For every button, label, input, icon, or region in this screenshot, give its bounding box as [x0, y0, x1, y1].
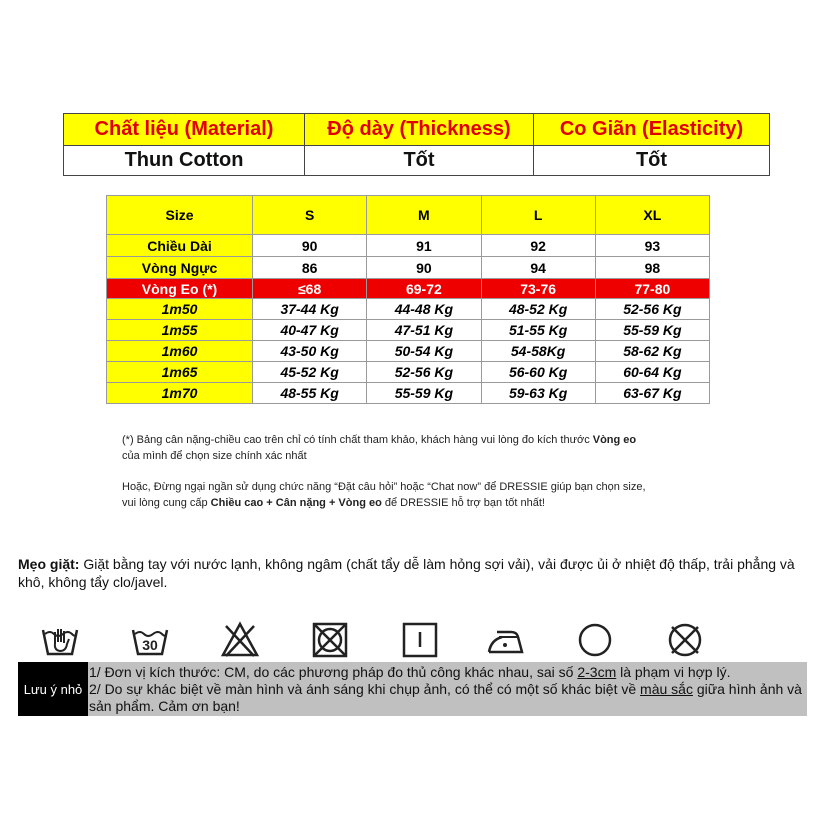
size-cell: S	[253, 196, 367, 235]
reference-note	[122, 432, 742, 464]
size-cell: 92	[481, 235, 595, 257]
notice-underlined: 2-3cm	[577, 664, 617, 680]
weight-row-155	[107, 320, 710, 341]
size-cell: 60-64 Kg	[595, 362, 709, 383]
size-cell: 90	[253, 235, 367, 257]
notice-line-text: 2/ Do sự khác biệt về màn hình và ánh sáng khi chụp ảnh, có thể có một số khác biệt về	[89, 681, 641, 697]
wash-30-icon	[130, 620, 170, 660]
no-tumble-dry-icon	[310, 620, 350, 660]
material-header: Chất liệu (Material)	[64, 114, 305, 146]
size-cell: 58-62 Kg	[595, 341, 709, 362]
size-cell: 47-51 Kg	[367, 320, 481, 341]
waist-row	[107, 279, 710, 299]
size-cell: 73-76	[481, 279, 595, 299]
note-text: của mình để chọn size chính xác nhất	[122, 450, 307, 462]
size-cell: M	[367, 196, 481, 235]
size-cell: 1m55	[107, 320, 253, 341]
size-cell: 69-72	[367, 279, 481, 299]
chat-note	[122, 479, 742, 511]
thickness-value: Tốt	[305, 146, 534, 176]
note-text: vui lòng cung cấp	[122, 497, 211, 509]
elasticity-header: Co Giãn (Elasticity)	[534, 114, 770, 146]
size-cell: Vòng Ngực	[107, 257, 253, 279]
size-cell: 91	[367, 235, 481, 257]
material-table	[63, 113, 770, 176]
size-cell: Size	[107, 196, 253, 235]
size-cell: 1m65	[107, 362, 253, 383]
notice-label: Lưu ý nhỏ	[18, 662, 88, 716]
chest-row	[107, 257, 710, 279]
care-icons	[30, 620, 730, 660]
hand-wash-icon	[40, 620, 80, 660]
elasticity-value: Tốt	[534, 146, 770, 176]
weight-row-160	[107, 341, 710, 362]
weight-row-170	[107, 383, 710, 404]
size-cell: 90	[367, 257, 481, 279]
size-cell: 56-60 Kg	[481, 362, 595, 383]
notice-box	[18, 662, 807, 716]
notice-line-text: 1/ Đơn vị kích thước: CM, do các phương pháp đo thủ công khác nhau, sai số	[89, 664, 578, 680]
length-row	[107, 235, 710, 257]
notice-line-text: giữa hình ảnh và sản phẩm. Cảm ơn bạn!	[89, 681, 802, 714]
size-cell: 94	[481, 257, 595, 279]
size-cell: 52-56 Kg	[367, 362, 481, 383]
care-label: Mẹo giặt:	[18, 556, 80, 572]
no-bleach-icon	[220, 620, 260, 660]
size-cell: L	[481, 196, 595, 235]
size-cell: Vòng Eo (*)	[107, 279, 253, 299]
size-cell: 43-50 Kg	[253, 341, 367, 362]
iron-low-icon	[485, 620, 525, 660]
notice-underlined: màu sắc	[640, 681, 693, 697]
wash-temp-label: 30	[142, 637, 158, 653]
note-text: để DRESSIE hỗ trợ bạn tốt nhất!	[381, 497, 545, 509]
size-table	[106, 195, 710, 404]
thickness-header: Độ dày (Thickness)	[305, 114, 534, 146]
size-cell: ≤68	[253, 279, 367, 299]
size-cell: 44-48 Kg	[367, 299, 481, 320]
size-cell: XL	[595, 196, 709, 235]
size-cell: 54-58Kg	[481, 341, 595, 362]
size-cell: 40-47 Kg	[253, 320, 367, 341]
weight-row-150	[107, 299, 710, 320]
size-cell: 77-80	[595, 279, 709, 299]
size-header-row	[107, 196, 710, 235]
size-cell: 93	[595, 235, 709, 257]
size-cell: 52-56 Kg	[595, 299, 709, 320]
size-cell: 1m60	[107, 341, 253, 362]
size-cell: 86	[253, 257, 367, 279]
size-cell: 55-59 Kg	[367, 383, 481, 404]
size-cell: 48-52 Kg	[481, 299, 595, 320]
size-cell: 55-59 Kg	[595, 320, 709, 341]
material-header-row	[64, 114, 770, 146]
size-cell: 51-55 Kg	[481, 320, 595, 341]
size-cell: 1m70	[107, 383, 253, 404]
note-bold: Chiều cao + Cân nặng + Vòng eo	[210, 497, 382, 509]
note-bold: Vòng eo	[592, 434, 637, 446]
notice-text	[89, 664, 805, 715]
note-text: (*) Bảng cân nặng-chiều cao trên chỉ có tính chất tham khảo, khách hàng vui lòng đo kích thước	[122, 434, 593, 446]
size-cell: 48-55 Kg	[253, 383, 367, 404]
size-cell: Chiều Dài	[107, 235, 253, 257]
size-cell: 50-54 Kg	[367, 341, 481, 362]
size-cell: 59-63 Kg	[481, 383, 595, 404]
size-cell: 45-52 Kg	[253, 362, 367, 383]
material-value: Thun Cotton	[64, 146, 305, 176]
material-value-row	[64, 146, 770, 176]
note-text: Hoặc, Đừng ngại ngần sử dụng chức năng “Đặt câu hỏi” hoặc “Chat now” để DRESSIE giúp bạn chọn size,	[122, 481, 646, 493]
size-cell: 37-44 Kg	[253, 299, 367, 320]
dry-clean-icon	[575, 620, 615, 660]
size-cell: 98	[595, 257, 709, 279]
weight-row-165	[107, 362, 710, 383]
care-text: Giặt bằng tay với nước lạnh, không ngâm (chất tẩy dễ làm hỏng sợi vải), vải được ủi ở nhiệt độ thấp, trải phẳng và khô, không tẩy clo/javel.	[18, 556, 795, 590]
care-tips	[18, 555, 808, 591]
line-dry-icon	[400, 620, 440, 660]
notice-line-text: là phạm vi hợp lý.	[616, 664, 731, 680]
no-dry-clean-icon	[665, 620, 705, 660]
size-cell: 1m50	[107, 299, 253, 320]
size-cell: 63-67 Kg	[595, 383, 709, 404]
